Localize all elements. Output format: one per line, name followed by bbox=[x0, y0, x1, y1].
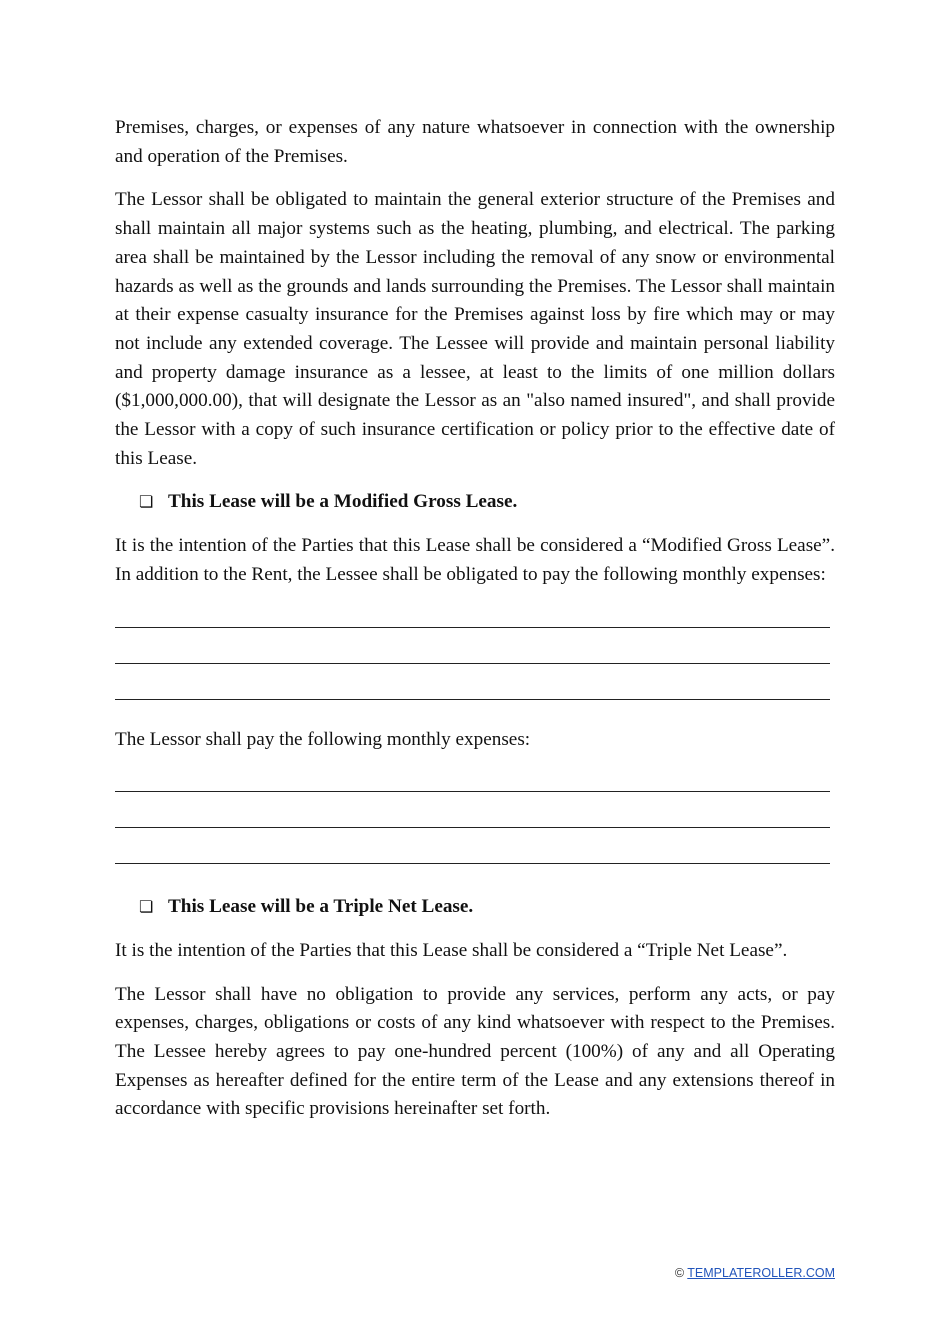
lessee-expense-blank-line[interactable] bbox=[115, 672, 830, 708]
copyright-icon: © bbox=[674, 1266, 685, 1280]
lessor-expense-blank-line[interactable] bbox=[115, 800, 830, 836]
paragraph-modified-gross-intent: It is the intention of the Parties that this Lease shall be considered a “Modified Gross Lease”. In addition to the Rent, the Lessee shall be obligated to pay the following monthly expenses: bbox=[115, 535, 835, 585]
paragraph-lessor-expenses: The Lessor shall pay the following monthly expenses: bbox=[115, 728, 531, 750]
option-triple-net-lease[interactable] bbox=[115, 893, 835, 922]
paragraph-lessor-obligations: The Lessor shall be obligated to maintain the general exterior structure of the Premises and shall maintain all major systems such as the heating, plumbing, and electrical. The parking area shall be maintained by the Lessor including the removal of any snow or environmental hazards as well as the grounds and lands surrounding the Premises. The Lessor shall maintain at their expense casualty insurance for the Premises against loss by fire which may or may not include any extended coverage. The Lessee will provide and maintain personal liability and property damage insurance as a lessee, at least to the limits of one million dollars ($1,000,000.00), that will designate the Lessor as an "also named insured", and shall provide the Lessor with a copy of such insurance certification or policy prior to the effective date of this Lease. bbox=[115, 189, 835, 469]
footer-copyright bbox=[675, 1266, 835, 1280]
option-triple-net-label: This Lease will be a Triple Net Lease. bbox=[168, 896, 474, 918]
templateroller-link[interactable]: TEMPLATEROLLER.COM bbox=[687, 1266, 835, 1280]
paragraph-premises-charges: Premises, charges, or expenses of any nature whatsoever in connection with the ownership and operation of the Premises. bbox=[115, 117, 835, 167]
paragraph-triple-net-intent: It is the intention of the Parties that this Lease shall be considered a “Triple Net Lease”. bbox=[115, 939, 788, 961]
option-modified-gross-label: This Lease will be a Modified Gross Lease. bbox=[168, 491, 518, 513]
lessee-expense-blank-line[interactable] bbox=[115, 600, 830, 636]
lessee-expense-blank-line[interactable] bbox=[115, 636, 830, 672]
document-page bbox=[115, 114, 835, 1124]
paragraph-triple-net-terms: The Lessor shall have no obligation to provide any services, perform any acts, or pay expenses, charges, obligations or costs of any kind whatsoever with respect to the Premises. The Lessee hereby agrees to pay one-hundred percent (100%) of any and all Operating Expenses as hereafter defined for the entire term of the Lease and any extensions thereof in accordance with specific provisions hereinafter set forth. bbox=[115, 983, 835, 1120]
checkbox-icon[interactable]: ❏ bbox=[139, 897, 154, 917]
option-modified-gross-lease[interactable] bbox=[115, 488, 835, 517]
checkbox-icon[interactable]: ❏ bbox=[139, 492, 154, 512]
lessor-expense-blank-line[interactable] bbox=[115, 764, 830, 800]
lessor-expense-blank-line[interactable] bbox=[115, 836, 830, 872]
